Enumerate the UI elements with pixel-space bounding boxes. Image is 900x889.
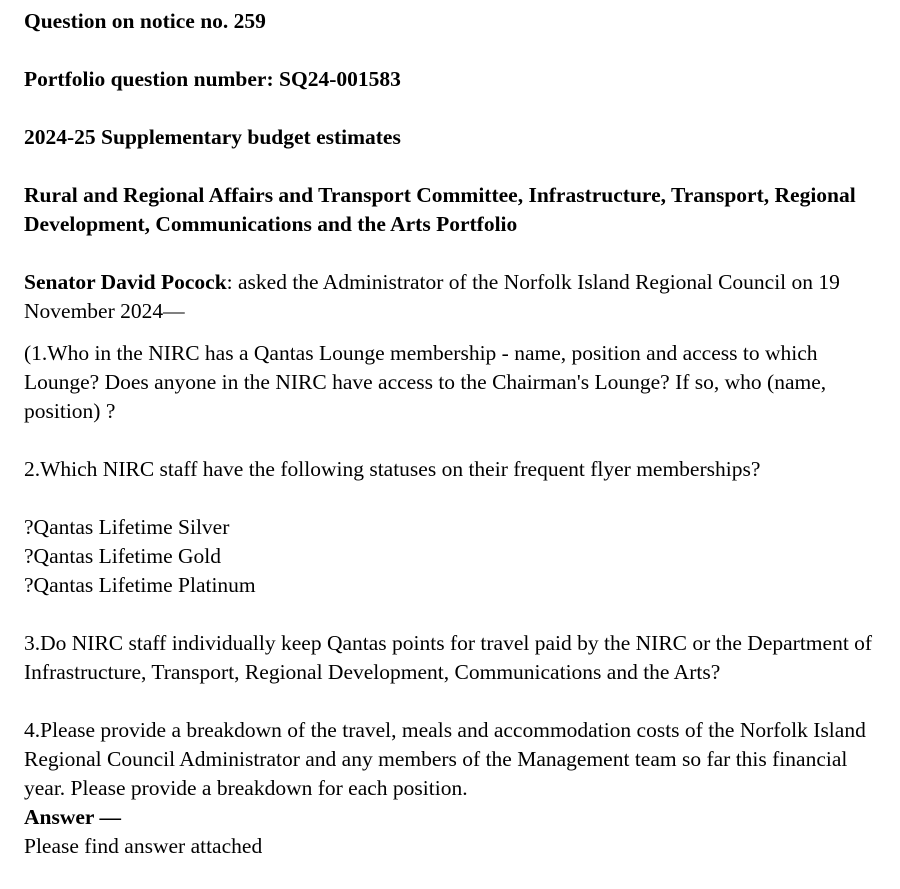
document-page bbox=[24, 7, 884, 861]
committee-title: Rural and Regional Affairs and Transport Committee, Infrastructure, Transport, Regional Development, Communications and the Arts Portfolio bbox=[24, 183, 856, 236]
question-1: (1.Who in the NIRC has a Qantas Lounge membership - name, position and access to which Lounge? Does anyone in the NIRC have access to the Chairman's Lounge? If so, who (name, position) ? bbox=[24, 341, 827, 423]
question-3: 3.Do NIRC staff individually keep Qantas points for travel paid by the NIRC or the Department of Infrastructure, Transport, Regional Development, Communications and the Arts? bbox=[24, 631, 873, 684]
status-item: ?Qantas Lifetime Gold bbox=[24, 544, 222, 568]
estimates-title: 2024-25 Supplementary budget estimates bbox=[24, 125, 401, 149]
status-item: ?Qantas Lifetime Silver bbox=[24, 515, 230, 539]
question-4: 4.Please provide a breakdown of the travel, meals and accommodation costs of the Norfolk Island Regional Council Administrator and any members of the Management team so far this financial year. Please provide a breakdown for each position. bbox=[24, 718, 866, 800]
asker-text: : asked the Administrator of the Norfolk Island Regional Council on 19 November 2024— bbox=[24, 270, 840, 323]
status-list bbox=[24, 513, 884, 600]
portfolio-question-number: Portfolio question number: SQ24-001583 bbox=[24, 67, 401, 91]
status-item: ?Qantas Lifetime Platinum bbox=[24, 573, 256, 597]
answer-label: Answer — bbox=[24, 805, 121, 829]
answer-text: Please find answer attached bbox=[24, 834, 263, 858]
notice-number: Question on notice no. 259 bbox=[24, 9, 266, 33]
question-2: 2.Which NIRC staff have the following statuses on their frequent flyer memberships? bbox=[24, 457, 761, 481]
asker-line bbox=[24, 268, 884, 326]
senator-name: Senator David Pocock bbox=[24, 270, 227, 294]
